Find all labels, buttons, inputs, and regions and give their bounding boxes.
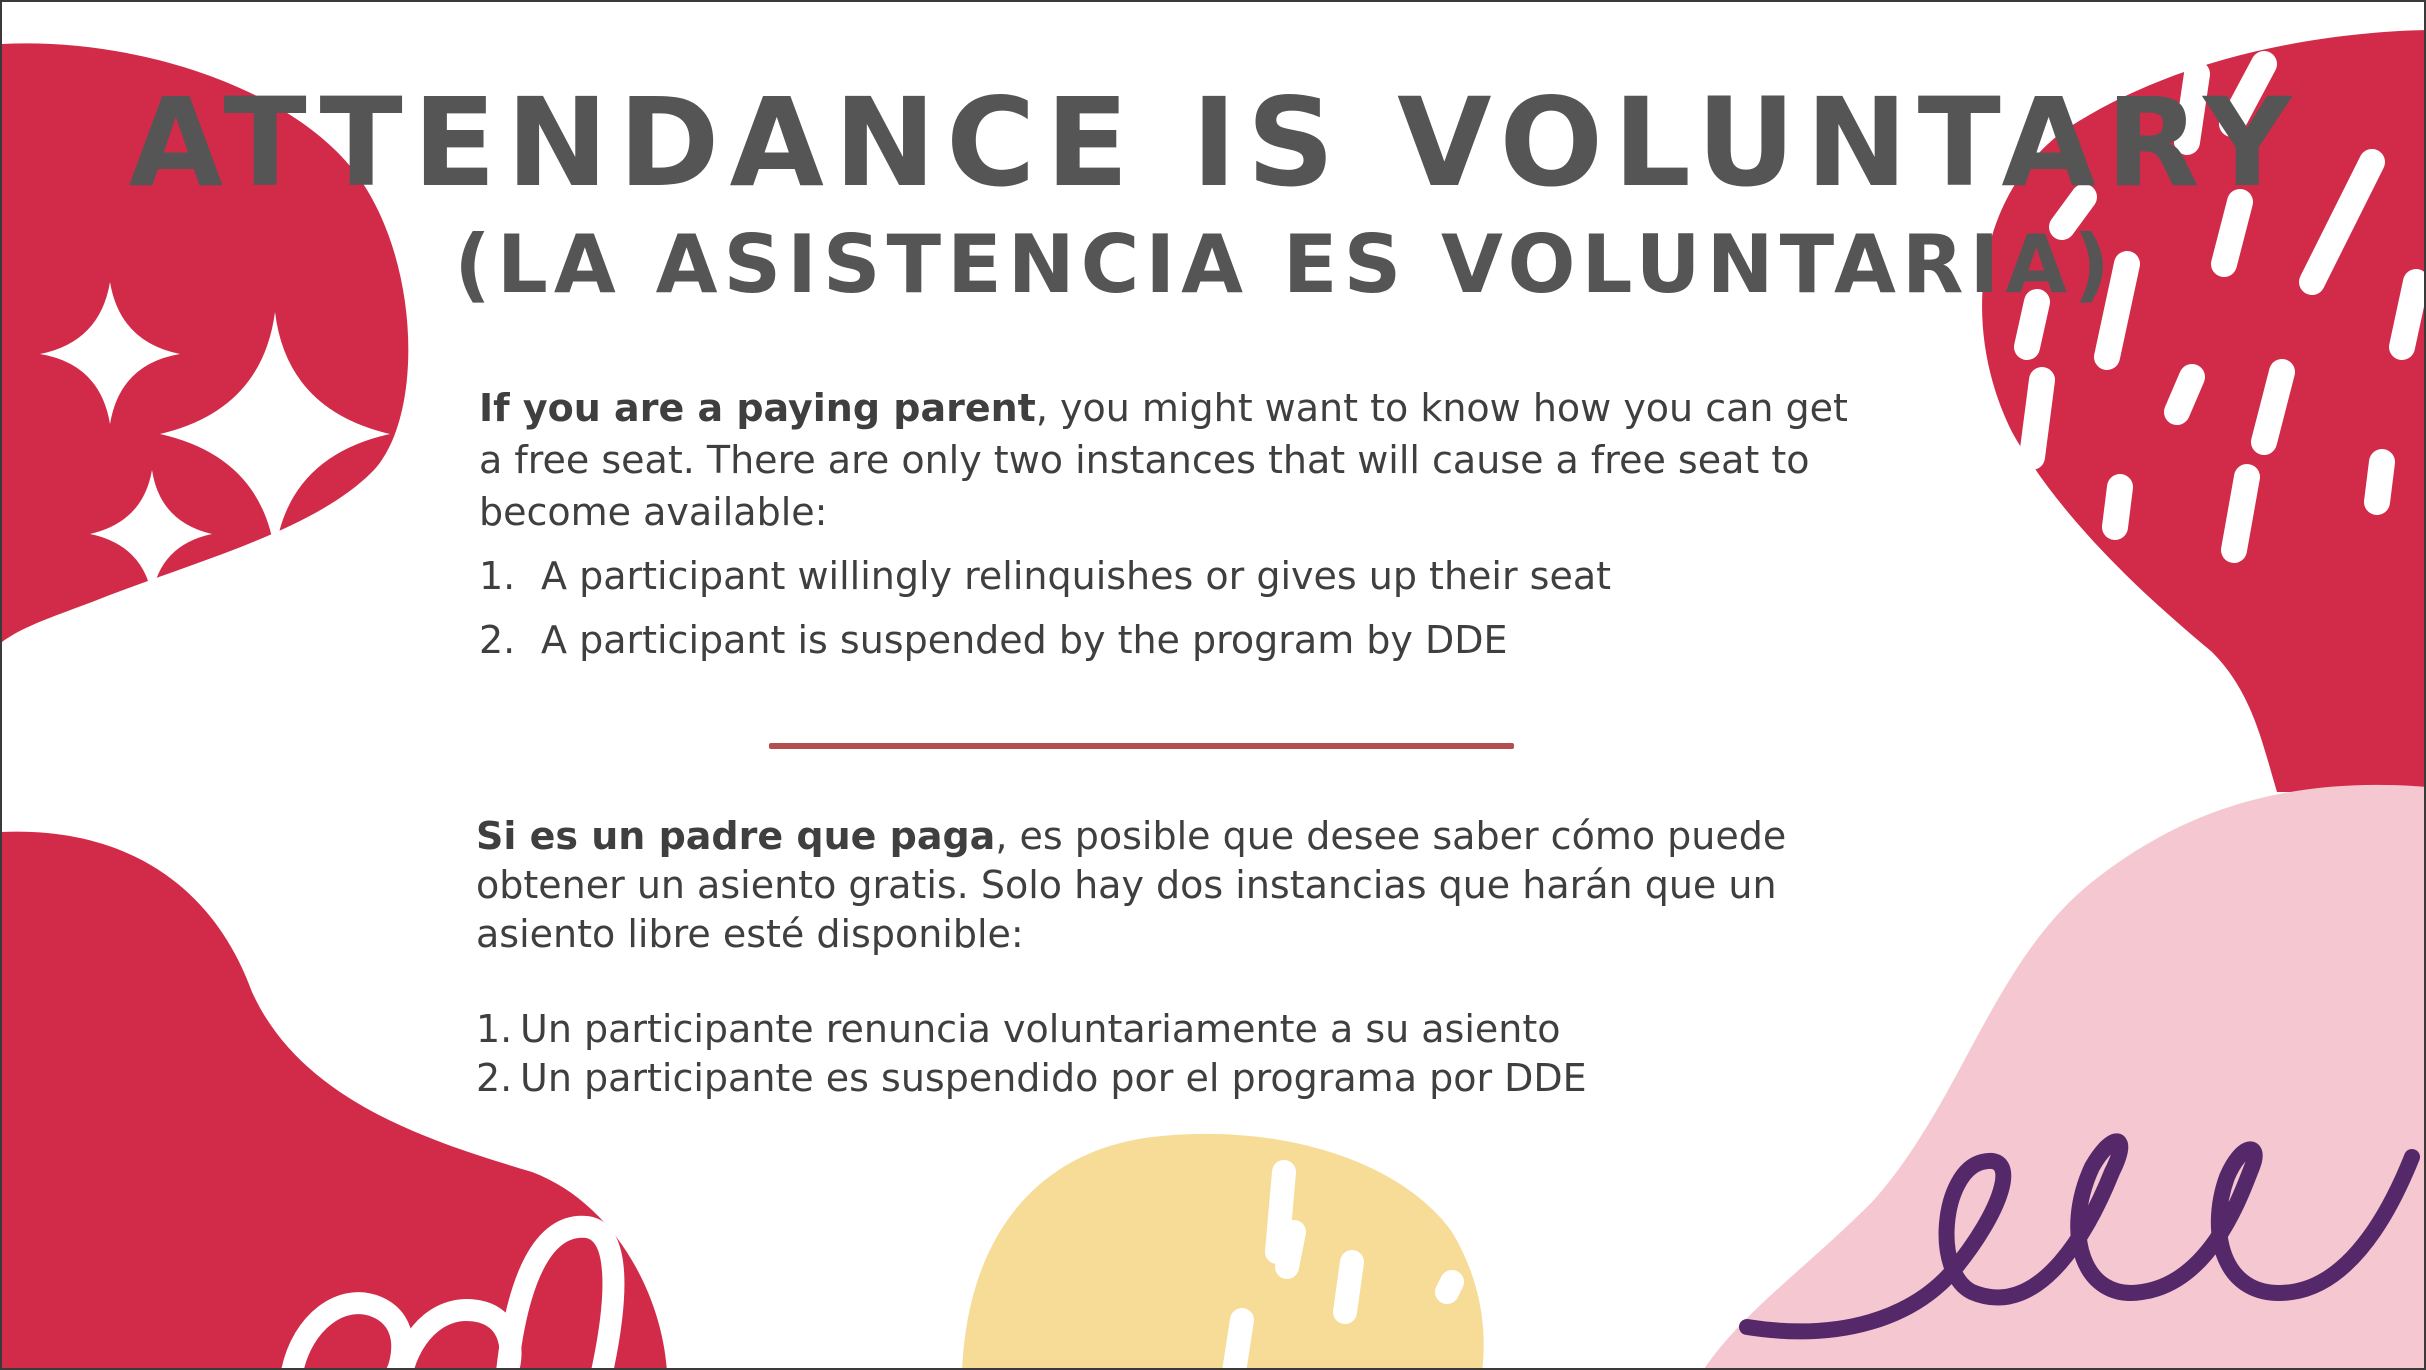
list-text: Un participante es suspendido por el programa por DDE — [520, 1056, 1587, 1100]
english-intro — [479, 382, 1859, 538]
page-title: ATTENDANCE IS VOLUNTARY — [128, 72, 2302, 214]
list-number: 2. — [479, 618, 516, 662]
spanish-intro — [476, 812, 1856, 959]
list-item — [476, 1054, 1856, 1103]
english-list — [479, 550, 1859, 666]
list-text: A participant is suspended by the program by DDE — [541, 618, 1508, 662]
spanish-section — [476, 812, 1856, 1103]
spanish-lead-text: , es posible que desee saber cómo puede obtener un asiento gratis. Solo hay dos instancias que harán que un asiento libre esté disponible: — [476, 814, 1787, 956]
english-lead-text: , you might want to know how you can get a free seat. There are only two instances that will cause a free seat to become available: — [479, 386, 1848, 534]
english-lead-bold: If you are a paying parent — [479, 386, 1036, 430]
list-number: 1. — [476, 1007, 513, 1051]
list-item — [476, 1005, 1856, 1054]
bottom-yellow-blob — [962, 1134, 1484, 1370]
section-divider — [769, 743, 1514, 749]
list-item — [479, 550, 1859, 602]
list-item — [479, 614, 1859, 666]
english-section — [479, 382, 1859, 678]
page-subtitle: (LA ASISTENCIA ES VOLUNTARIA) — [454, 218, 2116, 311]
list-number: 1. — [479, 554, 516, 598]
list-number: 2. — [476, 1056, 513, 1100]
spanish-list — [476, 1005, 1856, 1103]
list-text: A participant willingly relinquishes or gives up their seat — [541, 554, 1612, 598]
list-text: Un participante renuncia voluntariamente a su asiento — [520, 1007, 1561, 1051]
spanish-lead-bold: Si es un padre que paga — [476, 814, 996, 858]
